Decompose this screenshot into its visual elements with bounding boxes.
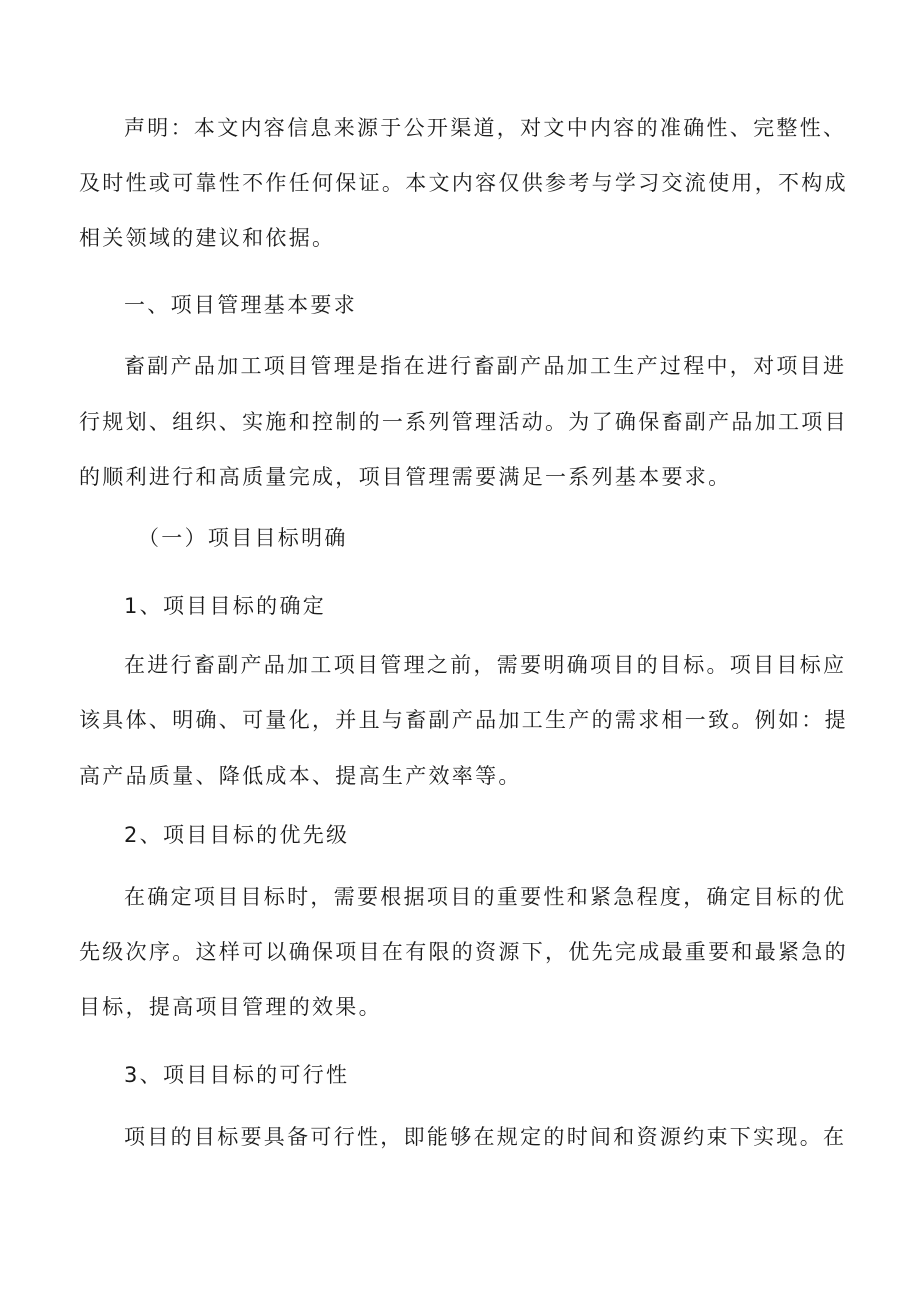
section-paragraph-line-2: 行规划、组织、实施和控制的一系列管理活动。为了确保畜副产品加工项目 bbox=[79, 410, 848, 434]
item-3-heading: 3、项目目标的可行性 bbox=[124, 1063, 350, 1087]
section-paragraph-line-1: 畜副产品加工项目管理是指在进行畜副产品加工生产过程中，对项目进 bbox=[124, 354, 847, 378]
section-paragraph-line-3: 的顺利进行和高质量完成，项目管理需要满足一系列基本要求。 bbox=[79, 465, 732, 489]
item-2-heading: 2、项目目标的优先级 bbox=[124, 823, 350, 847]
item-1-line-3: 高产品质量、降低成本、提高生产效率等。 bbox=[79, 764, 522, 788]
item-2-line-1: 在确定项目目标时，需要根据项目的重要性和紧急程度，确定目标的优 bbox=[124, 885, 847, 909]
item-2-line-3: 目标，提高项目管理的效果。 bbox=[79, 995, 382, 1019]
item-1-heading: 1、项目目标的确定 bbox=[124, 594, 327, 618]
item-1-line-1: 在进行畜副产品加工项目管理之前，需要明确项目的目标。项目目标应 bbox=[124, 653, 847, 677]
disclaimer-line-1: 声明：本文内容信息来源于公开渠道，对文中内容的准确性、完整性、 bbox=[124, 116, 847, 140]
subsection-heading: （一）项目目标明确 bbox=[138, 526, 348, 550]
item-3-line-1: 项目的目标要具备可行性，即能够在规定的时间和资源约束下实现。在 bbox=[124, 1125, 847, 1149]
item-2-line-2: 先级次序。这样可以确保项目在有限的资源下，优先完成最重要和最紧急的 bbox=[79, 940, 848, 964]
section-heading: 一、项目管理基本要求 bbox=[124, 293, 357, 317]
item-1-line-2: 该具体、明确、可量化，并且与畜副产品加工生产的需求相一致。例如：提 bbox=[79, 708, 848, 732]
disclaimer-line-2: 及时性或可靠性不作任何保证。本文内容仅供参考与学习交流使用，不构成 bbox=[79, 171, 848, 195]
disclaimer-line-3: 相关领域的建议和依据。 bbox=[79, 226, 336, 250]
